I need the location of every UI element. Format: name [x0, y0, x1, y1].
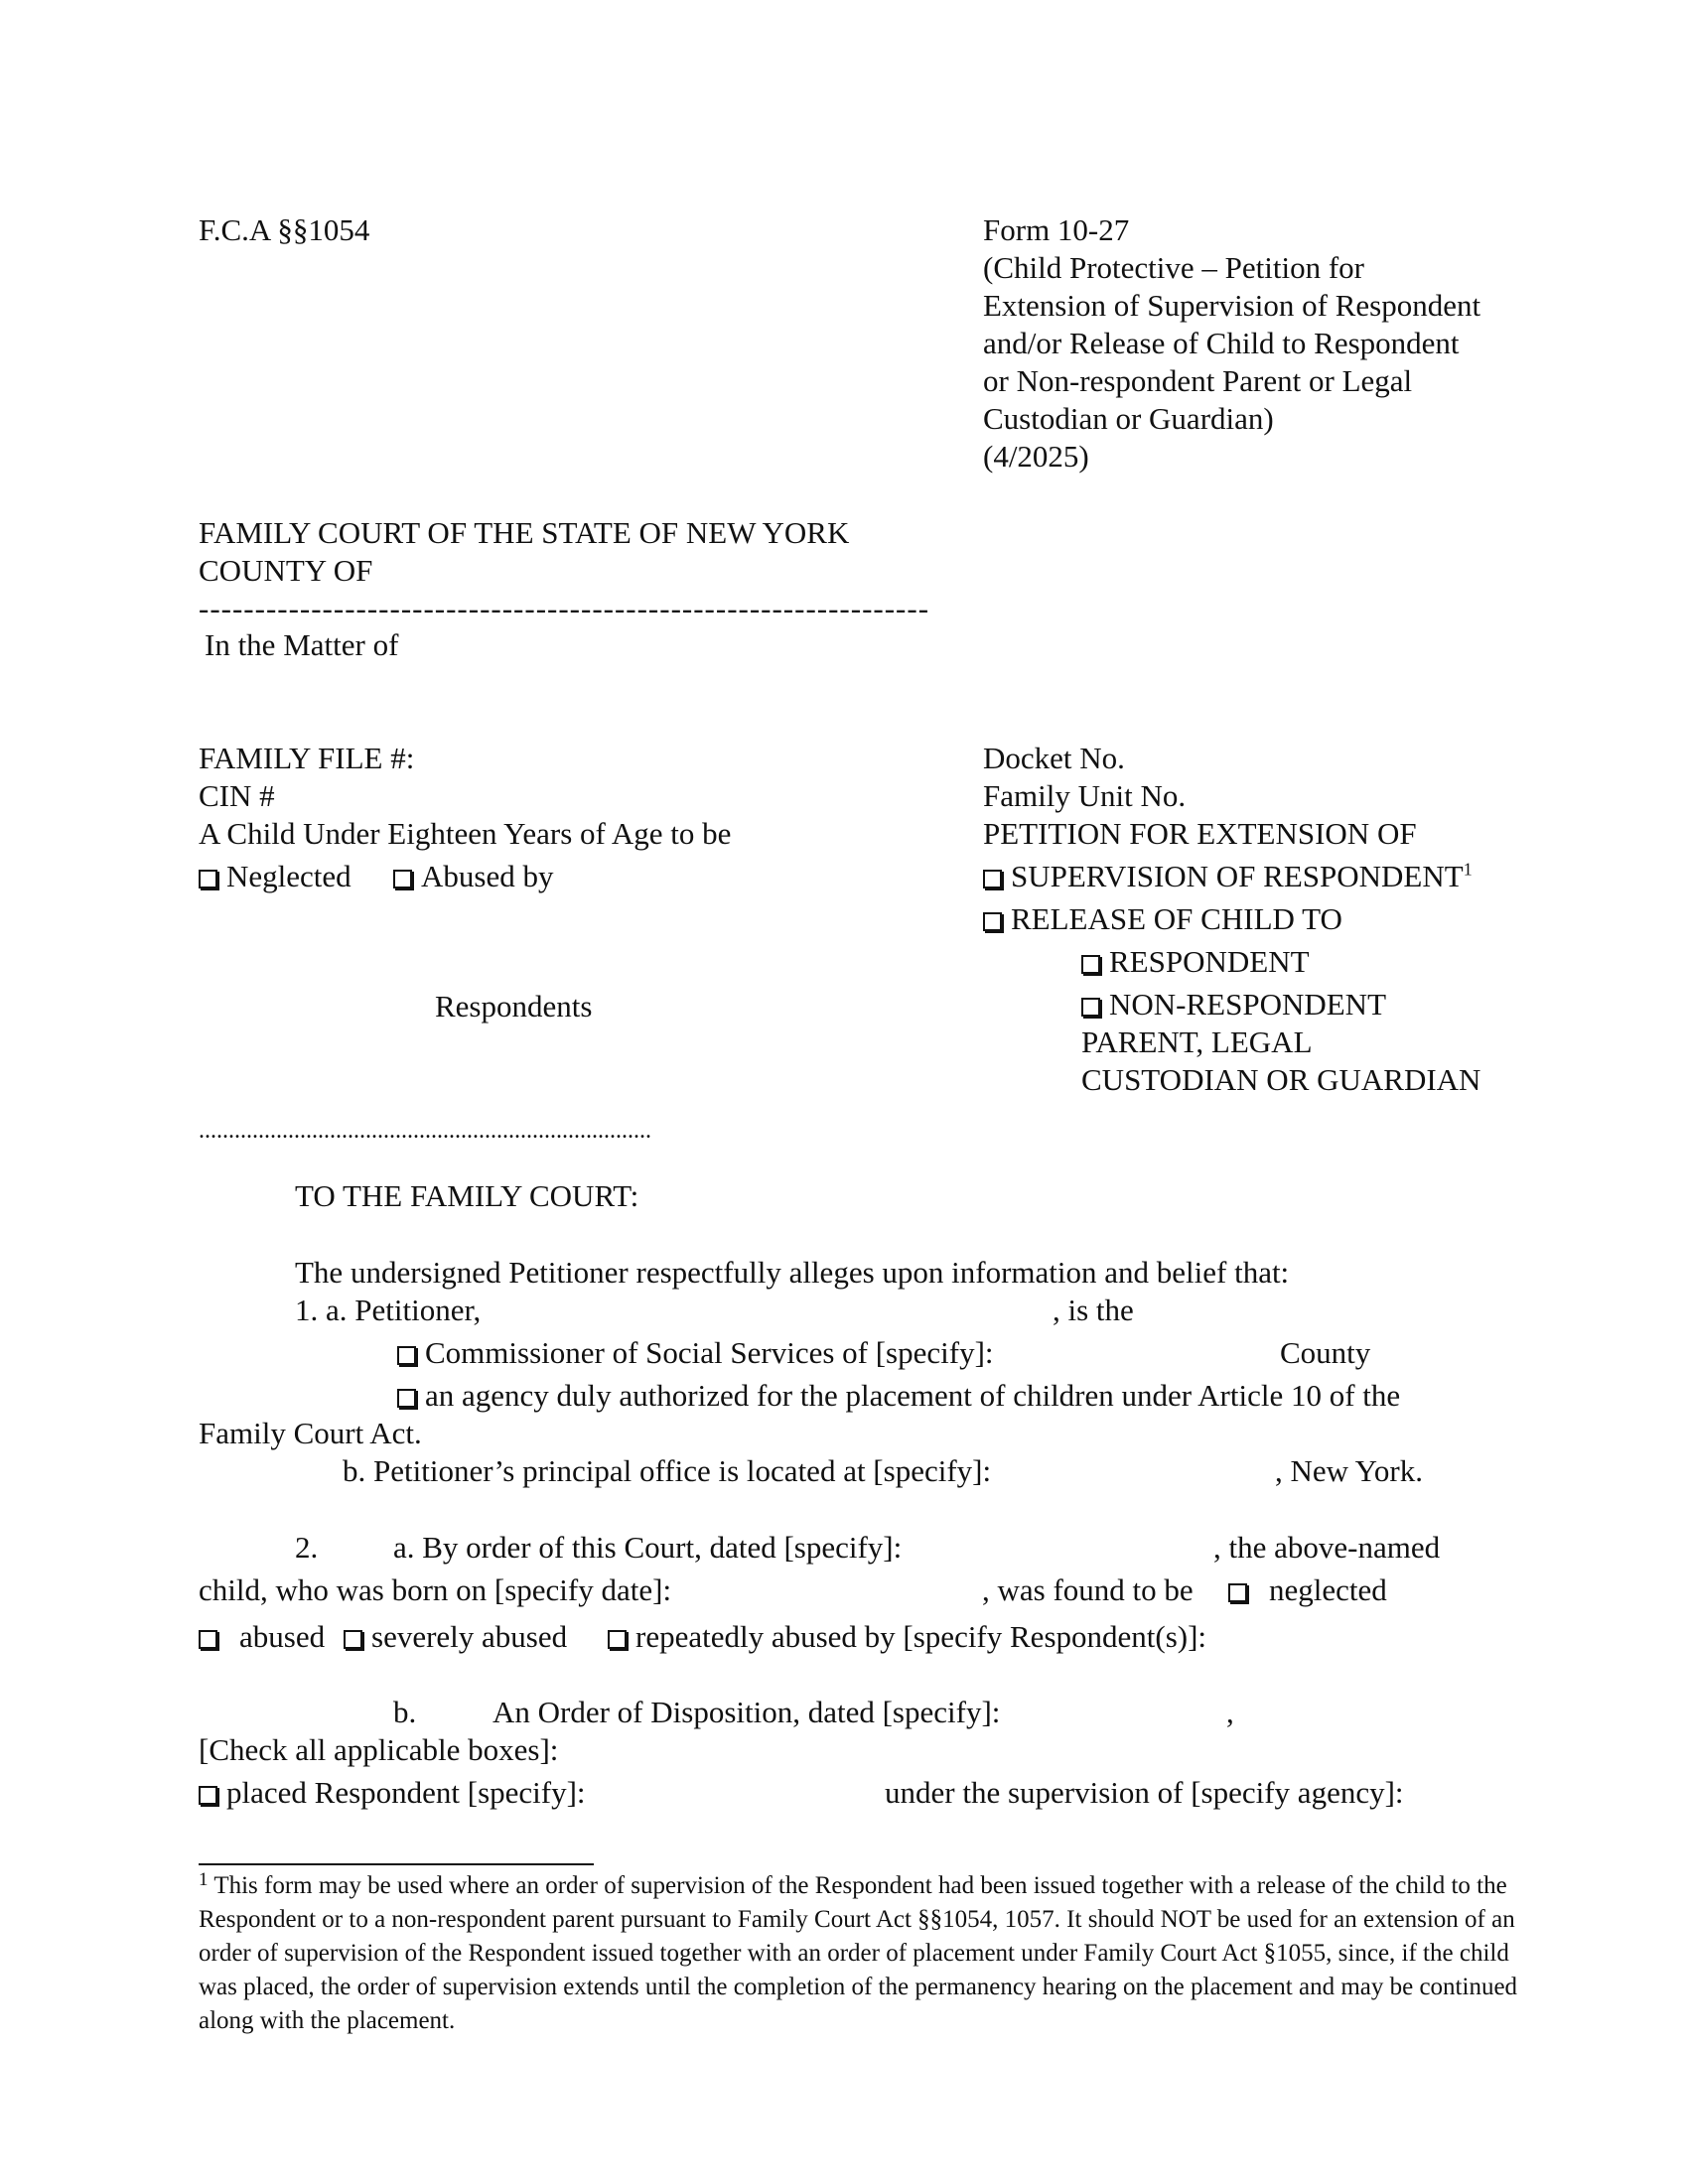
footnote-number: 1	[199, 1869, 209, 1890]
form-description-line: and/or Release of Child to Respondent	[983, 326, 1460, 360]
form-description-line: or Non-respondent Parent or Legal	[983, 363, 1413, 398]
found-to-be-text: , was found to be	[982, 1572, 1194, 1607]
repeatedly-abused-checkbox[interactable]	[608, 1630, 627, 1649]
paragraph-1a-start: 1. a. Petitioner,	[295, 1293, 482, 1327]
repeatedly-abused-option[interactable]: repeatedly abused by [specify Respondent(s)]:	[608, 1618, 1206, 1656]
matter-label: In the Matter of	[205, 627, 399, 662]
respondent-checkbox[interactable]	[1081, 955, 1100, 974]
abused-checkbox[interactable]	[393, 870, 412, 888]
paragraph-2a-start: a. By order of this Court, dated [specify]:	[393, 1530, 903, 1565]
county-word: County	[1280, 1335, 1371, 1370]
supervision-of-agency-text: under the supervision of [specify agency]:	[885, 1775, 1404, 1810]
severely-abused-checkbox[interactable]	[344, 1630, 362, 1649]
agency-checkbox[interactable]	[397, 1389, 416, 1408]
petition-title: PETITION FOR EXTENSION OF	[983, 816, 1417, 851]
paragraph-1b-start: b. Petitioner’s principal office is located at [specify]:	[343, 1453, 992, 1488]
neglected-checkbox[interactable]	[199, 870, 217, 888]
supervision-checkbox[interactable]	[983, 870, 1002, 888]
non-respondent-checkbox[interactable]	[1081, 998, 1100, 1017]
paragraph-2b-label: b.	[393, 1695, 417, 1729]
form-description-line: Extension of Supervision of Respondent	[983, 288, 1481, 323]
footnote-text: This form may be used where an order of supervision of the Respondent had been issued together with a release of the child to the Respondent or to a non-respondent parent pursuant to Family Court Act §§1054, 1057. It should NOT be used for an extension of an order of supervision of the Respondent issued together with an order of placement under Family Court Act §1055, since, if the child was placed, the order of supervision extends until the completion of the permanency hearing on the placement and may be continued along with the placement.	[199, 1872, 1518, 2034]
non-respondent-line: CUSTODIAN OR GUARDIAN	[1081, 1062, 1481, 1097]
paragraph-1a-end: , is the	[1053, 1293, 1134, 1327]
county-label: COUNTY OF	[199, 553, 373, 588]
release-respondent-option[interactable]: RESPONDENT	[1081, 943, 1310, 981]
caption-dotted-divider: ............................................................................	[199, 1118, 651, 1144]
form-number: Form 10-27	[983, 212, 1130, 247]
footnote-rule	[199, 1863, 594, 1865]
found-abused-checkbox[interactable]	[199, 1630, 217, 1649]
paragraph-1b-end: , New York.	[1275, 1453, 1423, 1488]
salutation: TO THE FAMILY COURT:	[295, 1178, 639, 1213]
commissioner-option[interactable]: Commissioner of Social Services of [specify]:	[397, 1334, 994, 1372]
form-description-line: Custodian or Guardian)	[983, 401, 1274, 436]
non-respondent-line: PARENT, LEGAL	[1081, 1024, 1313, 1059]
statute-citation: F.C.A §§1054	[199, 212, 370, 247]
court-name: FAMILY COURT OF THE STATE OF NEW YORK	[199, 515, 850, 550]
placed-respondent-option[interactable]: placed Respondent [specify]:	[199, 1774, 586, 1812]
check-all-instruction: [Check all applicable boxes]:	[199, 1732, 559, 1767]
family-file-label: FAMILY FILE #:	[199, 741, 415, 775]
paragraph-2-number: 2.	[295, 1530, 319, 1565]
intro-paragraph: The undersigned Petitioner respectfully alleges upon information and belief that:	[295, 1255, 1290, 1290]
commissioner-checkbox[interactable]	[397, 1346, 416, 1365]
footnote-reference: 1	[1463, 859, 1473, 880]
found-neglected-checkbox[interactable]	[1228, 1583, 1247, 1602]
agency-option[interactable]: an agency duly authorized for the placement of children under Article 10 of the	[397, 1377, 1400, 1415]
abused-by-option[interactable]: Abused by	[393, 858, 553, 895]
release-checkbox[interactable]	[983, 912, 1002, 931]
child-description: A Child Under Eighteen Years of Age to be	[199, 816, 732, 851]
release-non-respondent-option[interactable]: NON-RESPONDENT	[1081, 986, 1386, 1024]
cin-label: CIN #	[199, 778, 275, 813]
form-revision-date: (4/2025)	[983, 439, 1089, 474]
placed-respondent-checkbox[interactable]	[199, 1786, 217, 1805]
paragraph-2a-end: , the above-named	[1213, 1530, 1441, 1565]
severely-abused-option[interactable]: severely abused	[344, 1618, 567, 1656]
child-born-text: child, who was born on [specify date]:	[199, 1572, 672, 1607]
respondents-label: Respondents	[435, 989, 593, 1024]
form-description-line: (Child Protective – Petition for	[983, 250, 1365, 285]
supervision-option[interactable]: SUPERVISION OF RESPONDENT$^1$	[983, 858, 1473, 895]
family-unit-label: Family Unit No.	[983, 778, 1187, 813]
paragraph-2b-comma: ,	[1226, 1695, 1234, 1729]
caption-divider: -----------------------------------------------------------------	[199, 591, 930, 625]
found-abused-option[interactable]: abused	[199, 1618, 325, 1656]
paragraph-2b-text: An Order of Disposition, dated [specify]:	[492, 1695, 1001, 1729]
footnote	[199, 1869, 1534, 2038]
found-neglected-option[interactable]: neglected	[1228, 1571, 1387, 1609]
neglected-option[interactable]: Neglected	[199, 858, 352, 895]
docket-label: Docket No.	[983, 741, 1125, 775]
release-option[interactable]: RELEASE OF CHILD TO	[983, 900, 1342, 938]
agency-continuation: Family Court Act.	[199, 1416, 422, 1450]
